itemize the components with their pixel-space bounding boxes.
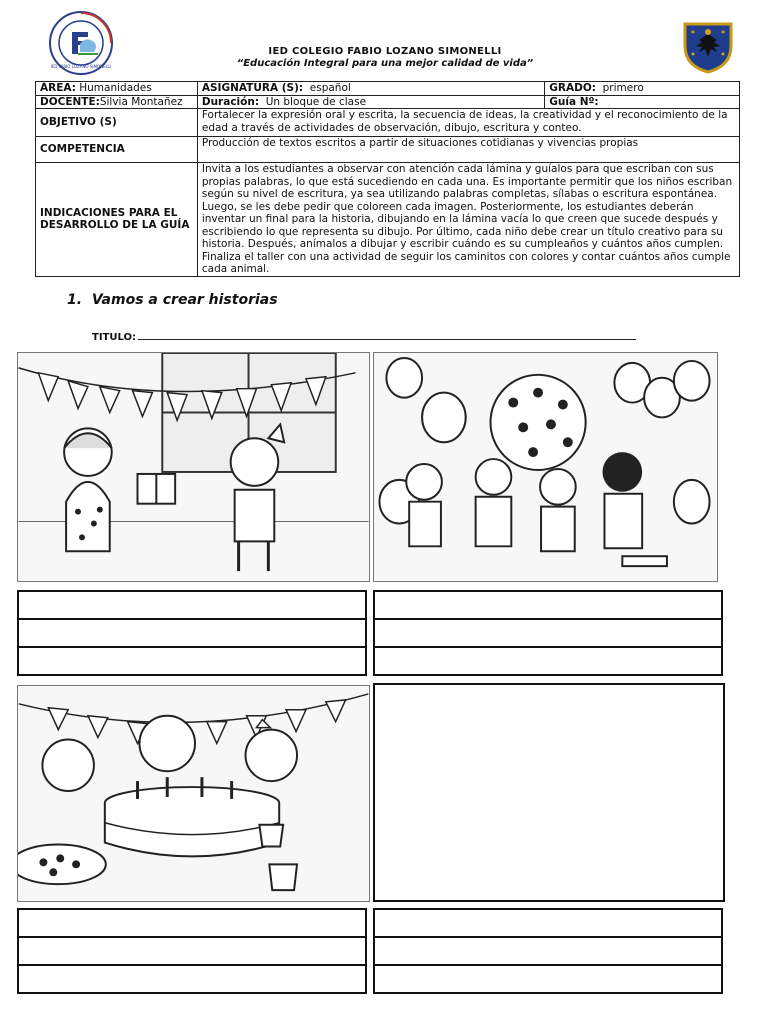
objetivo-label: OBJETIVO (S)	[36, 109, 198, 137]
activity-heading	[67, 292, 278, 308]
school-motto: “Educación Integral para una mejor calidad de vida”	[236, 58, 534, 69]
document-header	[120, 46, 650, 69]
objetivo-value: Fortalecer la expresión oral y escrita, la secuencia de ideas, la creatividad y el reconocimiento de la edad a través de actividades de observación, dibujo, escritura y conteo.	[197, 109, 739, 137]
guia-label: Guía Nº:	[549, 95, 599, 108]
asignatura-cell	[197, 82, 544, 96]
guide-info-table	[35, 81, 740, 277]
seal-text: IED FABIO LOZANO SIMONELLI	[50, 64, 112, 69]
area-label: ÁREA:	[40, 82, 76, 94]
indicaciones-label: INDICACIONES PARA EL DESARROLLO DE LA GUÍA	[36, 163, 198, 277]
guia-cell	[545, 95, 740, 109]
writing-lines-panel-3[interactable]	[17, 908, 367, 994]
titulo-label: TITULO:	[92, 332, 136, 343]
grado-cell	[545, 82, 740, 96]
asignatura-value: español	[309, 82, 351, 94]
writing-line	[375, 936, 721, 938]
grado-value: primero	[602, 82, 644, 94]
school-name: IED COLEGIO FABIO LOZANO SIMONELLI	[268, 46, 502, 57]
duracion-value: Un bloque de clase	[265, 95, 367, 108]
titulo-field[interactable]	[92, 331, 636, 343]
writing-line	[375, 646, 721, 648]
writing-line	[19, 646, 365, 648]
writing-line	[19, 618, 365, 620]
bogota-coat-of-arms-icon	[681, 20, 735, 74]
docente-label: DOCENTE:	[40, 95, 100, 108]
writing-lines-panel-2[interactable]	[373, 590, 723, 676]
writing-line	[375, 618, 721, 620]
indicaciones-value: Invita a los estudiantes a observar con atención cada lámina y guíalos para que escriban con sus propias palabras, lo que está sucediendo en cada una. Es importante permitir que los niños escriban según su nivel de escritura, ya sea utilizando palabras completas, sílabas o escritura espontánea. Luego, se les debe pedir que coloreen cada imagen. Posteriormente, los estudiantes deberán inventar un final para la historia, dibujando en la lámina vacía lo que creen que sucede después y escribiendo lo que representa su dibujo. Por último, cada niño debe crear un título creativo para su historia. Después, anímalos a dibujar y escribir cuándo es su cumpleaños y cuántos años cumplen. Finaliza el taller con una actividad de seguir los caminitos con colores y contar cuántos años cumple cada animal.	[197, 163, 739, 277]
docente-cell	[36, 95, 198, 109]
duracion-label: Duración:	[201, 95, 260, 108]
docente-value: Silvia Montañez	[99, 95, 183, 108]
drawing-frame-ending[interactable]	[373, 683, 725, 902]
titulo-write-line[interactable]	[138, 331, 636, 340]
grado-label: GRADO:	[549, 82, 596, 94]
activity-number: 1.	[67, 292, 83, 308]
children-gift-scene-icon	[17, 352, 370, 582]
writing-line	[19, 964, 365, 966]
writing-line	[19, 936, 365, 938]
duracion-cell	[197, 95, 544, 109]
school-seal-icon	[48, 10, 114, 76]
writing-lines-panel-4[interactable]	[373, 908, 723, 994]
children-balloons-party-scene-icon	[373, 352, 718, 582]
area-cell	[36, 82, 198, 96]
writing-line	[375, 964, 721, 966]
competencia-value: Producción de textos escritos a partir de situaciones cotidianas y vivencias propias	[197, 137, 739, 163]
area-value: Humanidades	[79, 82, 152, 94]
writing-lines-panel-1[interactable]	[17, 590, 367, 676]
asignatura-label: ASIGNATURA (S):	[201, 82, 304, 94]
competencia-label: COMPETENCIA	[36, 137, 198, 163]
activity-title: Vamos a crear historias	[91, 292, 278, 308]
children-birthday-cake-scene-icon	[17, 685, 370, 902]
